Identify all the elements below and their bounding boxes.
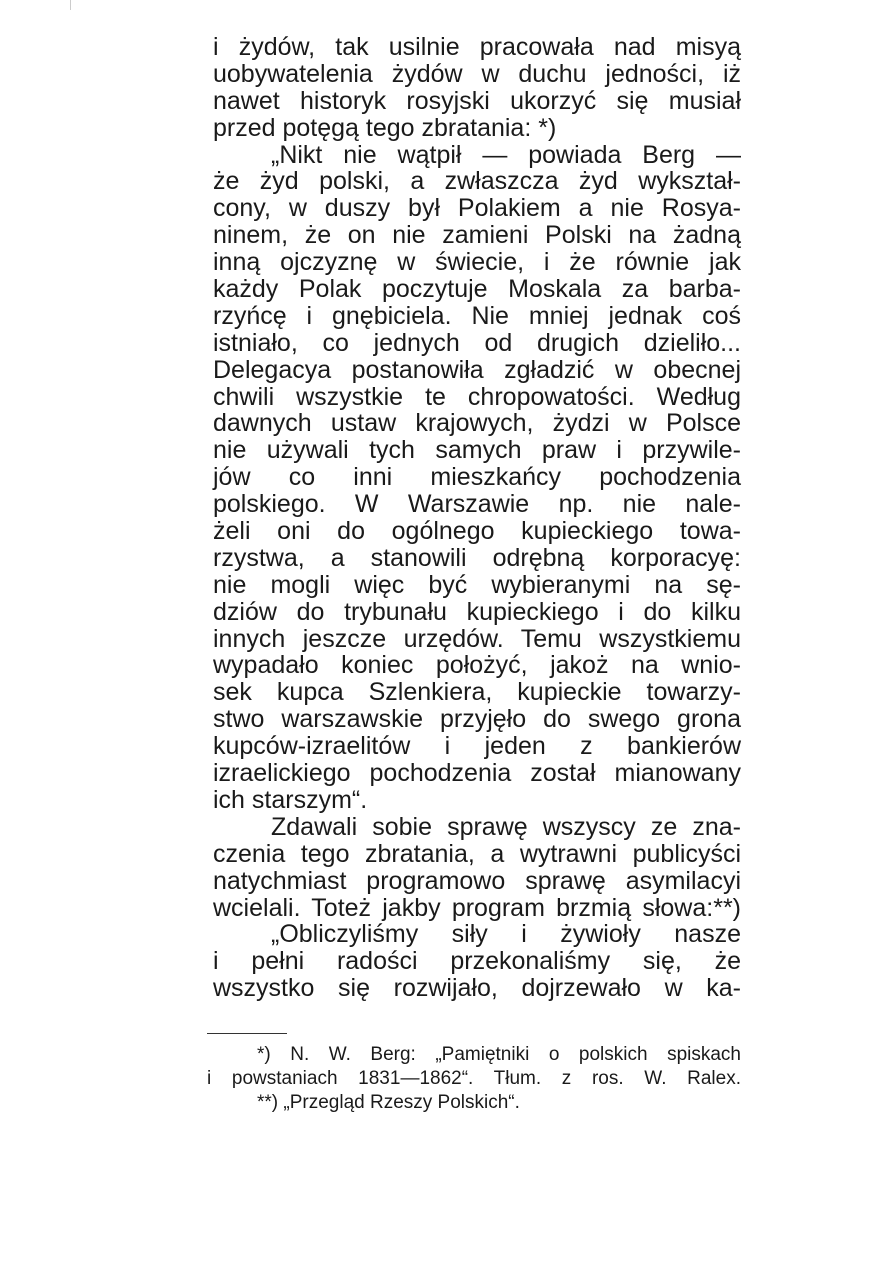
text-line: każdy Polak poczytuje Moskala za barba- (213, 275, 741, 304)
footnotes (207, 1043, 741, 1115)
text-line: wypadało koniec położyć, jakoż na wnio- (213, 651, 741, 680)
text-line: jów co inni mieszkańcy pochodzenia (213, 463, 741, 492)
text-line: nawet historyk rosyjski ukorzyć się musiał (213, 86, 741, 115)
text-line: „Nikt nie wątpił — powiada Berg — (271, 140, 741, 169)
text-line: przed potęgą tego zbratania: *) (213, 113, 557, 142)
text-line: i pełni radości przekonaliśmy się, że (213, 947, 741, 976)
text-line: cony, w duszy był Polakiem a nie Rosya- (213, 194, 741, 223)
footnote-line: *) N. W. Berg: „Pamiętniki o polskich spiskach (257, 1044, 741, 1065)
text-line: czenia tego zbratania, a wytrawni publicyści (213, 839, 741, 868)
footnote-rule (207, 1033, 287, 1034)
text-line: stwo warszawskie przyjęło do swego grona (213, 705, 741, 734)
text-line: Zdawali sobie sprawę wszyscy ze zna- (271, 812, 741, 841)
text-line: wszystko się rozwijało, dojrzewało w ka- (213, 974, 741, 1003)
text-line: dawnych ustaw krajowych, żydzi w Polsce (213, 409, 741, 438)
text-line: dziów do trybunału kupieckiego i do kilku (213, 597, 741, 626)
text-line: istniało, co jednych od drugich dzieliło... (213, 328, 741, 357)
text-line: izraelickiego pochodzenia został mianowany (213, 759, 741, 788)
text-line: rzystwa, a stanowili odrębną korporacyę: (213, 543, 741, 572)
text-line: polskiego. W Warszawie np. nie nale- (213, 490, 741, 519)
text-line: chwili wszystkie te chropowatości. Według (213, 382, 741, 411)
scan-mark (70, 0, 71, 10)
text-line: nie używali tych samych praw i przywile- (213, 436, 741, 465)
text-line: ninem, że on nie zamieni Polski na żadną (213, 221, 741, 250)
text-line: innych jeszcze urzędów. Temu wszystkiemu (213, 624, 741, 653)
footnote-line: i powstaniach 1831—1862“. Tłum. z ros. W. Ralex. (207, 1068, 741, 1089)
text-line: natychmiast programowo sprawę asymilacyi (213, 866, 741, 895)
text-line: i żydów, tak usilnie pracowała nad misyą (213, 33, 741, 61)
text-line: nie mogli więc być wybieranymi na sę- (213, 570, 741, 599)
text-line: inną ojczyznę w świecie, i że równie jak (213, 248, 741, 277)
text-line: rzyńcę i gnębiciela. Nie mniej jednak coś (213, 301, 741, 330)
text-line: żeli oni do ogólnego kupieckiego towa- (213, 517, 741, 546)
footnote-line: **) „Przegląd Rzeszy Polskich“. (257, 1092, 520, 1113)
text-line: uobywatelenia żydów w duchu jedności, iż (213, 59, 741, 88)
text-line: kupców-izraelitów i jeden z bankierów (213, 732, 741, 761)
text-line: sek kupca Szlenkiera, kupieckie towarzy- (213, 678, 741, 707)
text-line: Delegacya postanowiła zgładzić w obecnej (213, 355, 741, 384)
text-line: wcielali. Toteż jakby program brzmią słowa:**) (213, 893, 741, 922)
text-line: że żyd polski, a zwłaszcza żyd wykształ- (213, 167, 741, 196)
text-line: ich starszym“. (213, 785, 368, 814)
main-text (213, 34, 741, 1002)
text-line: „Obliczyliśmy siły i żywioły nasze (271, 920, 741, 949)
